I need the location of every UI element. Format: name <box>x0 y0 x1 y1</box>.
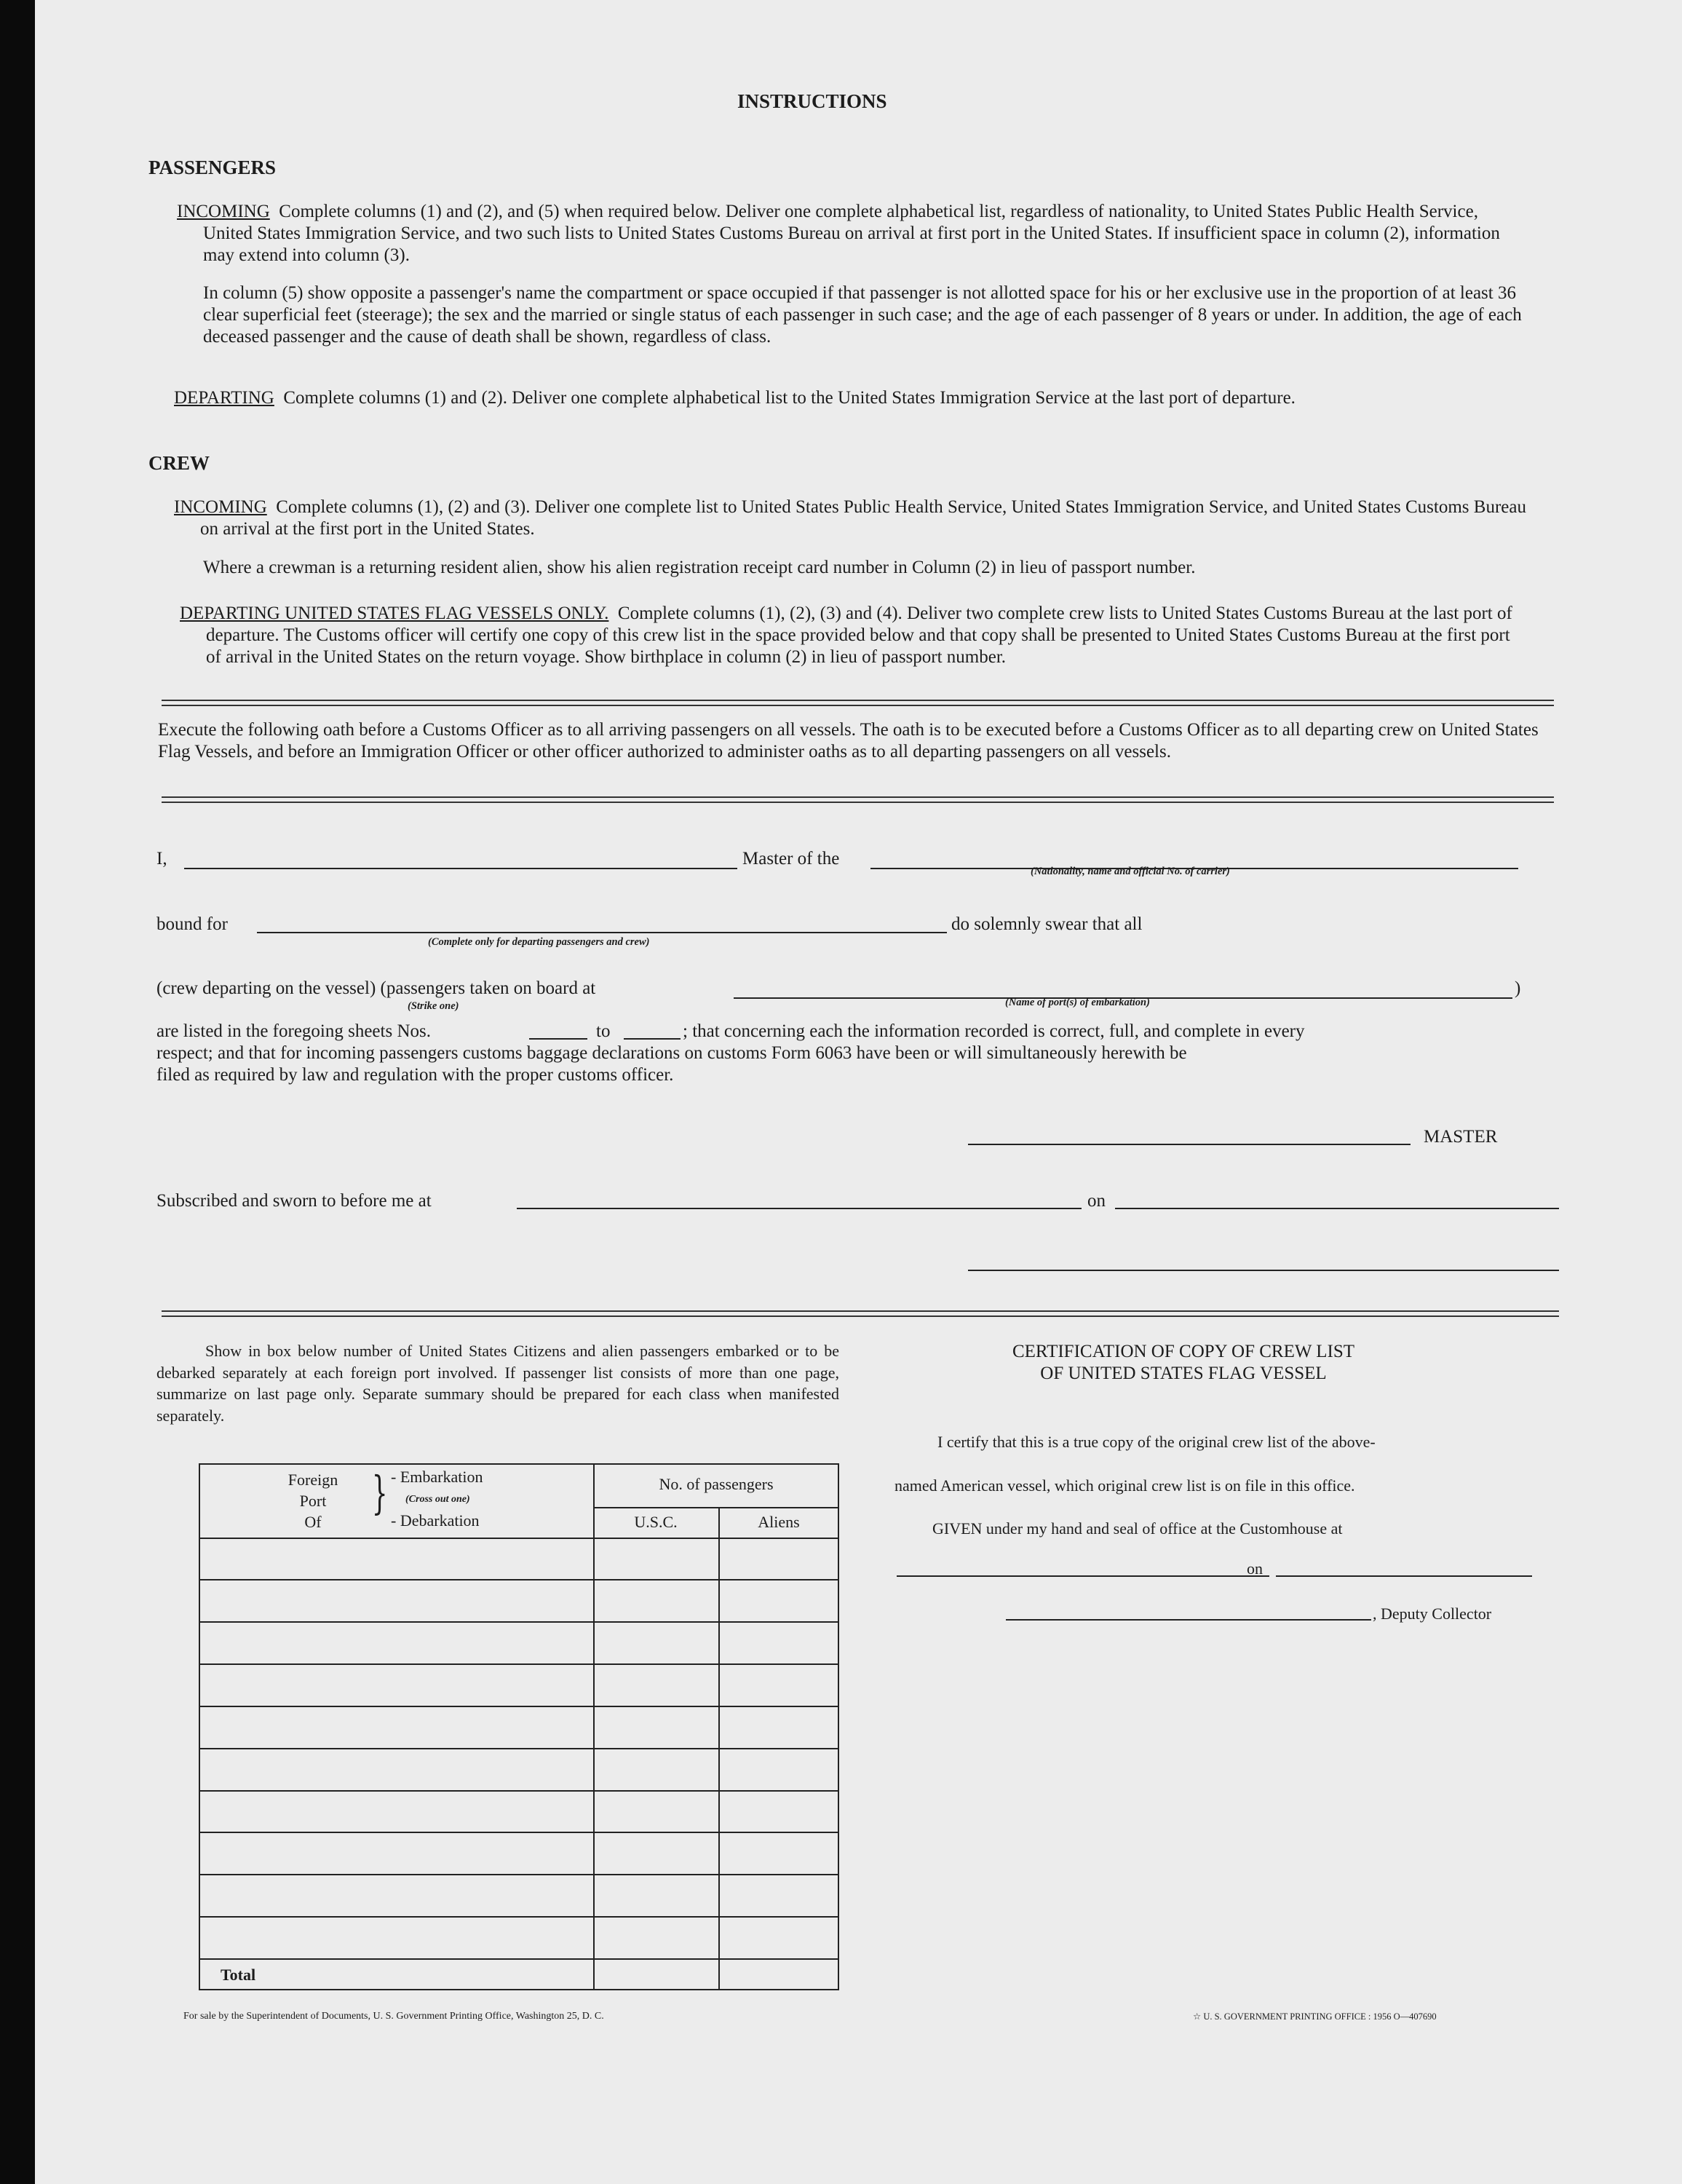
row-divider <box>200 1790 838 1792</box>
oath-i-label: I, <box>156 849 167 869</box>
officer-signature-field[interactable] <box>968 1270 1559 1271</box>
sworn-date-field[interactable] <box>1115 1208 1559 1209</box>
deputy-label: , Deputy Collector <box>1373 1605 1492 1623</box>
foreign-text: Foreign <box>287 1471 338 1489</box>
summary-intro: Show in box below number of United States Citizens and alien passengers embarked or to be debarked separately at each foreign port involved. If passenger list consists of more than one page, summarize on last page only. Separate summary should be prepared for each class when manifested separately. <box>156 1342 839 1425</box>
cross-out-caption: (Cross out one) <box>405 1494 470 1505</box>
divider <box>162 796 1554 803</box>
passengers-heading: PASSENGERS <box>148 157 277 178</box>
divider <box>162 1310 1559 1317</box>
subscribed-label: Subscribed and sworn to before me at <box>156 1191 432 1211</box>
given-text: GIVEN under my hand and seal of office at the Customhouse at <box>932 1519 1343 1538</box>
foreign-port-of-label <box>280 1469 346 1532</box>
certification-heading-line2: OF UNITED STATES FLAG VESSEL <box>1040 1364 1327 1383</box>
strike-caption: (Strike one) <box>408 1000 459 1012</box>
passengers-departing-text: Complete columns (1) and (2). Deliver one complete alphabetical list to the United States Immigration Service at the last port of departure. <box>283 388 1296 408</box>
passengers-incoming-label: INCOMING <box>177 202 270 221</box>
certification-heading-line1: CERTIFICATION OF COPY OF CREW LIST <box>1012 1342 1355 1361</box>
passengers-incoming-text: Complete columns (1) and (2), and (5) when required below. Deliver one complete alphabetical list, regardless of nationality, to United States Public Health Service, United States Immigration Service, and two such lists to United States Customs Bureau on arrival at first port in the United States. If insufficient space in column (2), information may extend into column (3). <box>203 202 1500 265</box>
close-paren: ) <box>1515 978 1521 998</box>
bound-caption: (Complete only for departing passengers and crew) <box>428 936 650 948</box>
master-name-field[interactable] <box>184 868 737 869</box>
crew-incoming-text: Complete columns (1), (2) and (3). Deliver one complete list to United States Public Health Service, United States Immigration Service, and United States Customs Bureau on arrival at the first port in the United States. <box>200 497 1526 539</box>
row-divider <box>593 1507 838 1508</box>
master-label: MASTER <box>1424 1127 1498 1147</box>
certify-line2: named American vessel, which original crew list is on file in this office. <box>894 1476 1355 1495</box>
customhouse-field[interactable] <box>897 1575 1269 1577</box>
cert-date-field[interactable] <box>1276 1575 1532 1577</box>
row-divider <box>200 1874 838 1875</box>
footer-right: ☆ U. S. GOVERNMENT PRINTING OFFICE : 1956 O—407690 <box>1193 2011 1437 2022</box>
column5-paragraph <box>203 282 1531 348</box>
divider <box>162 700 1554 706</box>
listed-line3: filed as required by law and regulation with the proper customs officer. <box>156 1065 674 1085</box>
certify-line1: I certify that this is a true copy of the original crew list of the above- <box>937 1433 1376 1451</box>
row-divider <box>200 1748 838 1749</box>
port-text: Port <box>299 1492 327 1510</box>
bound-for-field[interactable] <box>257 932 947 933</box>
header-divider <box>200 1538 838 1539</box>
row-divider <box>200 1663 838 1665</box>
total-label: Total <box>221 1966 256 1984</box>
usc-header: U.S.C. <box>634 1513 678 1531</box>
num-passengers-header: No. of passengers <box>659 1475 774 1493</box>
row-divider <box>200 1706 838 1707</box>
passengers-departing-label: DEPARTING <box>174 388 274 408</box>
row-divider <box>200 1916 838 1918</box>
crew-departing-block <box>180 603 1528 668</box>
listed-line2: respect; and that for incoming passengers customs baggage declarations on customs Form 6063 have been or will simultaneously herewith be <box>156 1043 1187 1063</box>
ports-caption: (Name of port(s) of embarkation) <box>1005 997 1150 1008</box>
crew-incoming-label: INCOMING <box>174 497 267 517</box>
swear-text: do solemnly swear that all <box>951 914 1143 934</box>
crew-incoming-block <box>174 496 1528 540</box>
master-of-label: Master of the <box>742 849 840 869</box>
to-label: to <box>596 1021 611 1041</box>
sheet-from-field[interactable] <box>529 1038 587 1040</box>
crew-departing-label: DEPARTING UNITED STATES FLAG VESSELS ONLY. <box>180 604 609 623</box>
row-divider <box>200 1621 838 1623</box>
column5-text: In column (5) show opposite a passenger's name the compartment or space occupied if that passenger is not allotted space for his or her exclusive use in the proportion of at least 36 clear superficial feet (steerage); the sex and the married or single status of each passenger in such case; and the age of each passenger of 8 years or under. In addition, the age of each deceased passenger and the cause of death shall be shown, regardless of class. <box>203 283 1522 347</box>
crew-departing-text: Complete columns (1), (2), (3) and (4). Deliver two complete crew lists to United States Customs Bureau at the last port of departure. The Customs officer will certify one copy of this crew list in the space provided below and that copy shall be presented to United States Customs Bureau at the first port of arrival in the United States on the return voyage. Show birthplace in column (2) in lieu of passport number. <box>206 604 1512 667</box>
sheet-to-field[interactable] <box>624 1038 681 1040</box>
row-divider <box>200 1832 838 1833</box>
aliens-header: Aliens <box>758 1513 800 1531</box>
sworn-on-label: on <box>1087 1191 1106 1211</box>
footer-left: For sale by the Superintendent of Documents, U. S. Government Printing Office, Washington 25, D. C. <box>183 2011 604 2022</box>
cert-on-label: on <box>1247 1559 1263 1578</box>
of-text: Of <box>304 1513 322 1531</box>
carrier-caption: (Nationality, name and official No. of carrier) <box>1031 866 1230 877</box>
crew-heading: CREW <box>148 452 210 474</box>
row-divider <box>200 1579 838 1580</box>
passengers-departing-block <box>174 387 1531 409</box>
form-page <box>35 0 1682 2184</box>
debarkation-label: - Debarkation <box>391 1511 480 1530</box>
crew-resident-text: Where a crewman is a returning resident alien, show his alien registration receipt card number in Column (2) in lieu of passport number. <box>203 558 1196 577</box>
oath-intro: Execute the following oath before a Customs Officer as to all arriving passengers on all vessels. The oath is to be executed before a Customs Officer as to all departing crew on United States Flag Vessels, and before an Immigration Officer or other officer authorized to administer oaths as to all departing passengers on all vessels. <box>158 720 1539 761</box>
embarkation-label: - Embarkation <box>391 1468 483 1486</box>
listed-suffix: ; that concerning each the information recorded is correct, full, and complete in every <box>683 1021 1305 1041</box>
column-divider <box>593 1465 595 1989</box>
sworn-place-field[interactable] <box>517 1208 1082 1209</box>
brace-icon: } <box>371 1466 388 1519</box>
listed-prefix: are listed in the foregoing sheets Nos. <box>156 1021 431 1041</box>
crew-departing-text: (crew departing on the vessel) (passengers taken on board at <box>156 978 596 998</box>
passenger-summary-table <box>199 1463 839 1990</box>
certification-heading <box>892 1341 1475 1385</box>
page-title: INSTRUCTIONS <box>737 90 887 112</box>
deputy-signature-field[interactable] <box>1006 1619 1371 1621</box>
bound-for-label: bound for <box>156 914 228 934</box>
master-signature-field[interactable] <box>968 1144 1411 1145</box>
row-divider <box>200 1958 838 1960</box>
passengers-incoming-block <box>177 201 1531 266</box>
